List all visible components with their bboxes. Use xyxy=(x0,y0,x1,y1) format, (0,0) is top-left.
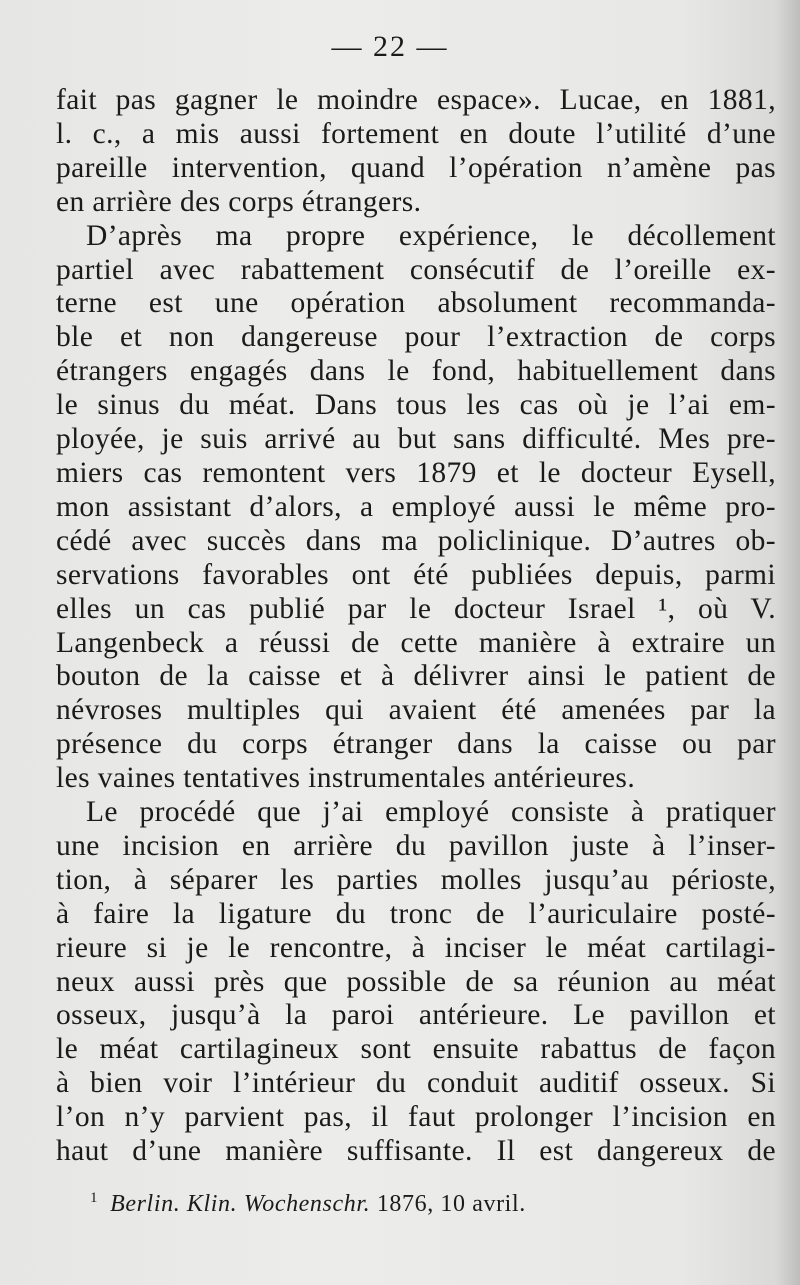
text-line: servations favorables ont été publiées depuis, parmi xyxy=(56,558,776,591)
footnote-date: 1876, 10 avril. xyxy=(376,1191,526,1217)
text-line: partiel avec rabattement consécutif de l’oreille ex- xyxy=(56,253,776,286)
text-line: Langenbeck a réussi de cette manière à extraire un xyxy=(56,626,776,659)
text-line: présence du corps étranger dans la caisse ou par xyxy=(56,728,776,761)
text-line: l. c., a mis aussi fortement en doute l’utilité d’une xyxy=(56,117,776,150)
text-line: terne est une opération absolument recommanda- xyxy=(56,287,776,320)
text-line: rieure si je le rencontre, à inciser le méat cartilagi- xyxy=(56,931,776,964)
text-line: elles un cas publié par le docteur Israel ¹, où V. xyxy=(56,592,776,625)
text-line: haut d’une manière suffisante. Il est dangereux de xyxy=(56,1135,776,1168)
text-line: Le procédé que j’ai employé consiste à pratiquer xyxy=(86,796,776,829)
text-line: ployée, je suis arrivé au but sans difficulté. Mes pre- xyxy=(56,423,776,456)
text-line: mon assistant d’alors, a employé aussi le même pro- xyxy=(56,490,776,523)
text-line: fait pas gagner le moindre espace». Lucae, en 1881, xyxy=(56,84,776,116)
text-line: à bien voir l’intérieur du conduit auditif osseux. Si xyxy=(56,1067,776,1100)
text-line: le sinus du méat. Dans tous les cas où je l’ai em- xyxy=(56,389,776,422)
text-line: le méat cartilagineux sont ensuite rabattus de façon xyxy=(56,1033,776,1066)
text-line: à faire la ligature du tronc de l’auriculaire posté- xyxy=(56,897,776,930)
text-line: névroses multiples qui avaient été amenées par la xyxy=(56,694,776,727)
text-line: l’on n’y parvient pas, il faut prolonger l’incision en xyxy=(56,1101,776,1134)
text-line: cédé avec succès dans ma policlinique. D’autres ob- xyxy=(56,524,776,557)
footnote xyxy=(90,1190,750,1218)
footnote-journal: Berlin. Klin. Wochenschr. xyxy=(110,1191,371,1217)
text-line: ble et non dangereuse pour l’extraction de corps xyxy=(56,321,776,354)
text-line: les vaines tentatives instrumentales antérieures. xyxy=(56,762,636,795)
text-line: pareille intervention, quand l’opération n’amène pas xyxy=(56,151,776,184)
text-line: neux aussi près que possible de sa réunion au méat xyxy=(56,965,776,998)
text-line: osseux, jusqu’à la paroi antérieure. Le pavillon et xyxy=(56,999,776,1032)
page-number: — 22 — xyxy=(331,30,449,63)
text-line: tion, à séparer les parties molles jusqu’au périoste, xyxy=(56,863,776,896)
text-line: en arrière des corps étrangers. xyxy=(56,185,422,218)
text-line: bouton de la caisse et à délivrer ainsi le patient de xyxy=(56,660,776,693)
text-line: miers cas remontent vers 1879 et le docteur Eysell, xyxy=(56,456,776,489)
text-line: une incision en arrière du pavillon juste à l’inser- xyxy=(56,829,776,862)
text-line: D’après ma propre expérience, le décollement xyxy=(86,219,776,252)
text-line: étrangers engagés dans le fond, habituellement dans xyxy=(56,355,776,388)
footnote-mark: 1 xyxy=(90,1190,99,1206)
body-text xyxy=(56,84,776,1169)
